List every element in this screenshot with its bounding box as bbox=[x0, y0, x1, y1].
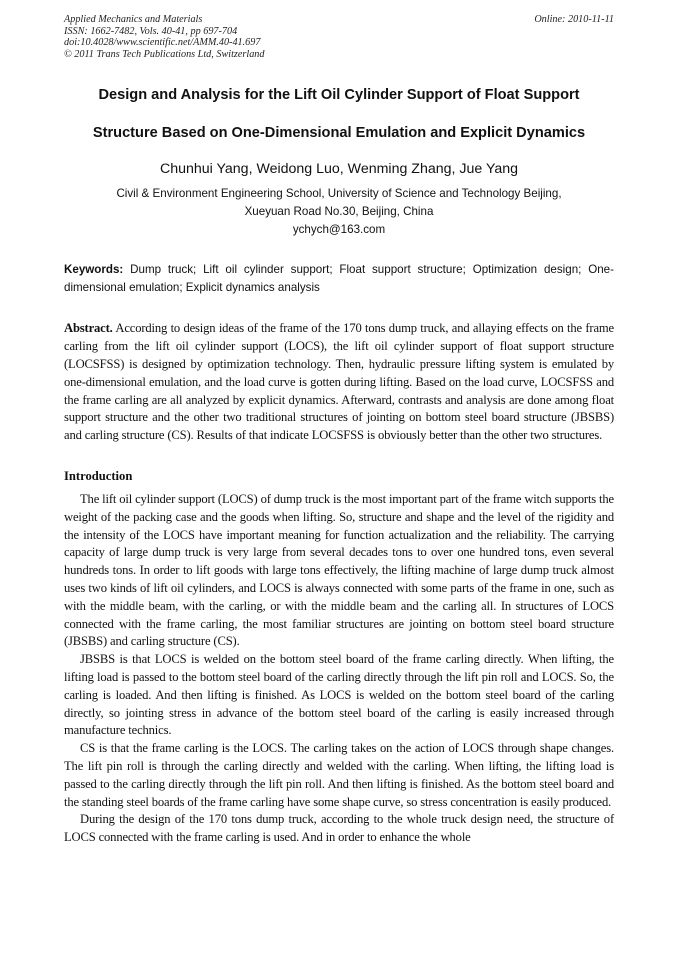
introduction-body bbox=[64, 491, 614, 847]
affiliation-line-1: Civil & Environment Engineering School, University of Science and Technology Beijing, bbox=[116, 187, 562, 201]
intro-paragraph-4: During the design of the 170 tons dump truck, according to the whole truck design need, the structure of LOCS connected with the frame carling is used. And in order to enhance the whole bbox=[64, 812, 614, 845]
keywords-section bbox=[64, 261, 614, 297]
author-email: ychych@163.com bbox=[292, 223, 386, 237]
intro-paragraph-1: The lift oil cylinder support (LOCS) of dump truck is the most important part of the frame witch supports the weight of the packing case and the goods when lifting. So, structure and shape and the level of the rigidity and the intensity of the LOCS have important meaning for function actualization and the reliability. The carrying capacity of large dump truck is very large from several decades tons to over one hundred tons, even several hundreds tons. In order to lift goods with large tons effectively, the lifting machine of large dump truck almost uses two kinds of lift oil cylinders, and LOCS is always connected with some parts of the frame in one, such as with the middle beam, with the carling, or with the middle beam and the carling all. In structures of LOCS connected with the frame carling, the most familiar structures are jointing on bottom steel board structure (JBSBS) and carling structure (CS). bbox=[64, 491, 614, 649]
intro-paragraph-2: JBSBS is that LOCS is welded on the bottom steel board of the frame carling directly. When lifting, the lifting load is passed to the bottom steel board of the carling directly through the lift pin roll and LOCS. So, the carling is loaded. And then lifting is finished. As LOCS is welded on the bottom steel board of the carling directly, so jointing stress in advance of the bottom steel board of the carling is easily increased through manufacture technics. bbox=[64, 652, 614, 738]
doi-line: doi:10.4028/www.scientific.net/AMM.40-41.697 bbox=[64, 37, 261, 49]
abstract-section bbox=[64, 320, 614, 445]
introduction-heading: Introduction bbox=[64, 468, 133, 483]
issn-line: ISSN: 1662-7482, Vols. 40-41, pp 697-704 bbox=[64, 25, 238, 37]
keywords-label: Keywords: bbox=[64, 263, 124, 277]
keywords-text: Dump truck; Lift oil cylinder support; Float support structure; Optimization design; One-dimensional emulation; Explicit dynamics analysis bbox=[64, 263, 614, 295]
journal-header bbox=[64, 14, 614, 60]
intro-paragraph-3: CS is that the frame carling is the LOCS. The carling takes on the action of LOCS through shape changes. The lift pin roll is through the carling directly and welded with the carling. When lifting, the lifting load is passed to the carling directly through the lift pin roll. And then lifting is finished. As the bottom steel board and the standing steel boards of the frame carling have some shape curve, so stress concentration is easily produced. bbox=[64, 741, 614, 809]
copyright-line: © 2011 Trans Tech Publications Ltd, Switzerland bbox=[64, 48, 265, 60]
abstract-text: According to design ideas of the frame of the 170 tons dump truck, and allaying effects on the frame carling from the lift oil cylinder support (LOCS), the lift oil cylinder support of float support structure (LOCSFSS) is designed by optimization technology. Then, hydraulic pressure lifting system is emulated by one-dimensional emulation, and the load curve is gotten during lifting. Based on the load curve, LOCSFSS and the frame carling are all analyzed by explicit dynamics. Afterward, contrasts and analysis are done among float support structure and the other two traditional structures of jointing on bottom steel board structure (JBSBS) and carling structure (CS). Results of that indicate LOCSFSS is obviously better than the other two structures. bbox=[64, 321, 614, 443]
online-date: Online: 2010-11-11 bbox=[534, 14, 614, 25]
paper-title-line-1: Design and Analysis for the Lift Oil Cylinder Support of Float Support bbox=[98, 87, 580, 104]
affiliation-line-2: Xueyuan Road No.30, Beijing, China bbox=[244, 205, 434, 219]
journal-name: Applied Mechanics and Materials bbox=[64, 14, 203, 25]
abstract-label: Abstract. bbox=[64, 321, 113, 336]
paper-page bbox=[64, 14, 614, 847]
affiliation bbox=[64, 185, 614, 239]
paper-title-line-2: Structure Based on One-Dimensional Emulation and Explicit Dynamics bbox=[92, 125, 586, 142]
author-list: Chunhui Yang, Weidong Luo, Wenming Zhang, Jue Yang bbox=[159, 161, 519, 178]
